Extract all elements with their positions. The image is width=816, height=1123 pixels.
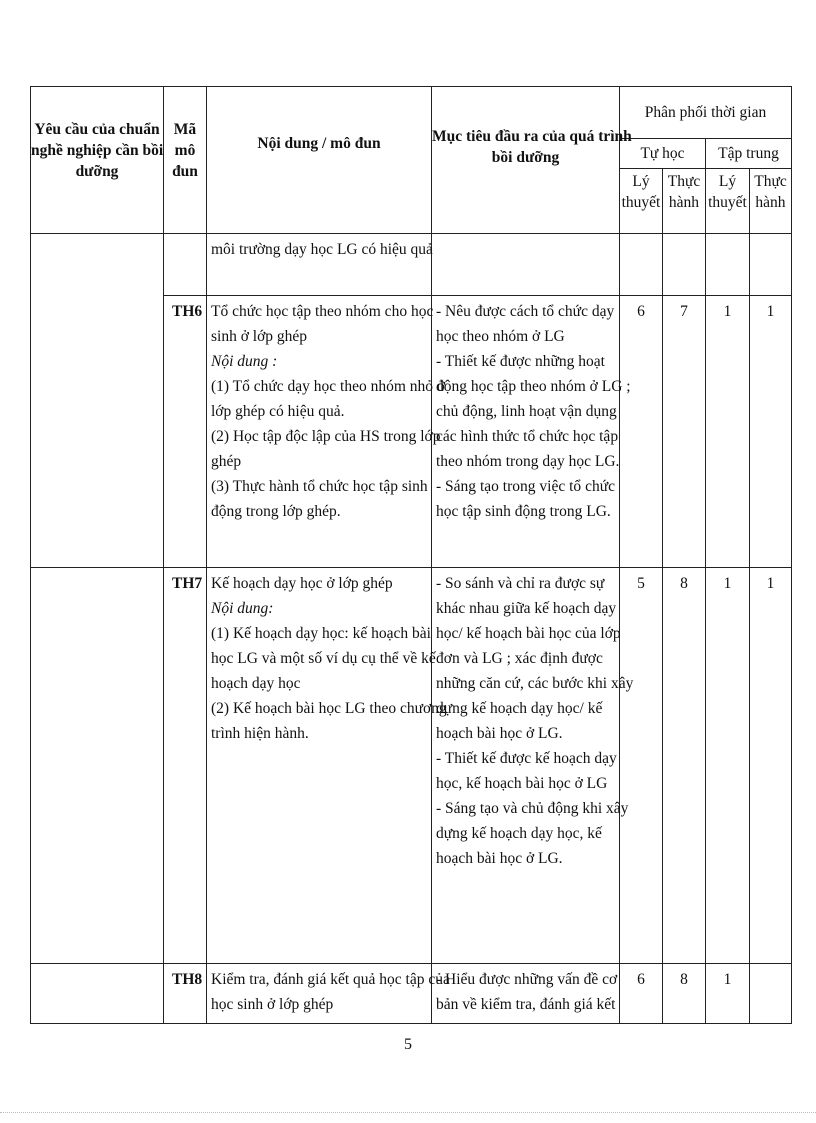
self-practice-value: 8 [663, 568, 706, 964]
module-code: TH6 [164, 296, 207, 568]
self-theory-value: 5 [620, 568, 663, 964]
requirement-cell [31, 234, 164, 568]
header-conc-theory: Lý thuyết [706, 169, 750, 234]
conc-theory-value: 1 [706, 296, 750, 568]
self-practice-value: 8 [663, 964, 706, 1024]
self-practice-value: 7 [663, 296, 706, 568]
header-concentrated: Tập trung [706, 139, 792, 169]
header-content: Nội dung / mô đun [207, 87, 432, 234]
module-code: TH8 [164, 964, 207, 1024]
conc-practice-value: 1 [750, 296, 792, 568]
header-time-distribution: Phân phối thời gian [620, 87, 792, 139]
code-cell [164, 234, 207, 296]
training-module-table [30, 86, 792, 1024]
module-code: TH7 [164, 568, 207, 964]
objective-cell: - Nêu được cách tổ chức dạy học theo nhóm ở LG - Thiết kế được những hoạt động học tập theo nhóm ở LG ; chủ động, linh hoạt vận dụng các hình thức tổ chức học tập theo nhóm trong dạy học LG. - Sáng tạo trong việc tổ chức học tập sinh động trong LG. [432, 296, 620, 568]
page-number: 5 [404, 1036, 412, 1053]
value-cell [663, 234, 706, 296]
requirement-cell [31, 964, 164, 1024]
header-self-practice: Thực hành [663, 169, 706, 234]
content-cell: Tổ chức học tập theo nhóm cho học sinh ở lớp ghép Nội dung : (1) Tổ chức dạy học theo nhóm nhỏ ở lớp ghép có hiệu quả. (2) Học tập độc lập của HS trong lớp ghép (3) Thực hành tổ chức học tập sinh động trong lớp ghép. [207, 296, 432, 568]
value-cell [620, 234, 663, 296]
table-row [31, 234, 792, 296]
header-requirement: Yêu cầu của chuẩn nghề nghiệp cần bồi dưỡng [31, 87, 164, 234]
value-cell [750, 234, 792, 296]
self-theory-value: 6 [620, 964, 663, 1024]
content-cell: Kế hoạch dạy học ở lớp ghép Nội dung: (1) Kế hoạch dạy học: kế hoạch bài học LG và một số ví dụ cụ thể về kế hoạch dạy học (2) Kế hoạch bài học LG theo chương trình hiện hành. [207, 568, 432, 964]
objective-cell: - Hiểu được những vấn đề cơ bản về kiểm tra, đánh giá kết [432, 964, 620, 1024]
requirement-cell [31, 568, 164, 964]
conc-theory-value: 1 [706, 568, 750, 964]
objective-cell: - So sánh và chỉ ra được sự khác nhau giữa kế hoạch dạy học/ kế hoạch bài học của lớp đơn và LG ; xác định được những căn cứ, các bước khi xây dựng kế hoạch dạy học/ kế hoạch bài học ở LG. - Thiết kế được kế hoạch dạy học, kế hoạch bài học ở LG - Sáng tạo và chủ động khi xây dựng kế hoạch dạy học, kế hoạch bài học ở LG. [432, 568, 620, 964]
header-self-study: Tự học [620, 139, 706, 169]
objective-cell [432, 234, 620, 296]
conc-practice-value [750, 964, 792, 1024]
header-conc-practice: Thực hành [750, 169, 792, 234]
table-row [31, 568, 792, 964]
self-theory-value: 6 [620, 296, 663, 568]
value-cell [706, 234, 750, 296]
conc-theory-value: 1 [706, 964, 750, 1024]
content-cell: môi trường dạy học LG có hiệu quả [207, 234, 432, 296]
conc-practice-value: 1 [750, 568, 792, 964]
header-self-theory: Lý thuyết [620, 169, 663, 234]
page-bottom-border [0, 1112, 816, 1114]
header-module-code: Mã mô đun [164, 87, 207, 234]
content-cell: Kiểm tra, đánh giá kết quả học tập của học sinh ở lớp ghép [207, 964, 432, 1024]
header-objective: Mục tiêu đầu ra của quá trình bồi dưỡng [432, 87, 620, 234]
table-row [31, 964, 792, 1024]
